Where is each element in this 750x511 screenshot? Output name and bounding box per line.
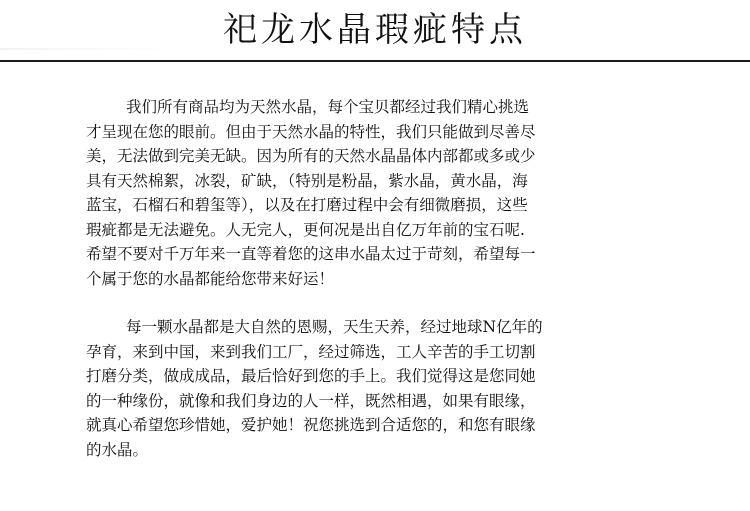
paragraph-line: 每一颗水晶都是大自然的恩赐，天生天养，经过地球N亿年的: [126, 318, 543, 336]
paragraph-line: 的一种缘份，就像和我们身边的人一样，既然相遇，如果有眼缘，: [86, 391, 536, 410]
page-title: 祀龙水晶瑕疵特点: [223, 10, 527, 50]
paragraph-2: [86, 315, 621, 462]
paragraph-line: 孕育，来到中国，来到我们工厂，经过筛选，工人辛苦的手工切割: [86, 342, 536, 361]
paragraph-line: 蓝宝，石榴石和碧玺等），以及在打磨过程中会有细微磨损，这些: [86, 196, 528, 214]
paragraph-line: 希望不要对千万年来一直等着您的这串水晶太过于苛刻，希望每一: [86, 245, 536, 263]
paragraph-line: 才呈现在您的眼前。但由于天然水晶的特性，我们只能做到尽善尽: [86, 122, 536, 141]
article-body: [86, 95, 621, 462]
paragraph-line: 打磨分类，做成成品，最后恰好到您的手上。我们觉得这是您同她: [86, 367, 536, 385]
paragraph-line: 就真心希望您珍惜她，爱护她！祝您挑选到合适您的，和您有眼缘: [86, 416, 536, 434]
paragraph-line: 个属于您的水晶都能给您带来好运！: [86, 269, 335, 288]
paragraph-line: 具有天然棉絮，冰裂，矿缺，（特别是粉晶，紫水晶，黄水晶，海: [86, 171, 528, 190]
paragraph-1: [86, 95, 621, 291]
paragraph-line: 的水晶。: [86, 440, 149, 459]
paragraph-line: 我们所有商品均为天然水晶，每个宝贝都经过我们精心挑选: [126, 98, 530, 116]
paragraph-line: 美，无法做到完美无缺。因为所有的天然水晶晶体内部都或多或少: [86, 147, 536, 165]
title-divider: [0, 60, 750, 62]
header: [0, 0, 750, 60]
paragraph-line: 瑕疵都是无法避免。人无完人，更何况是出自亿万年前的宝石呢.: [86, 220, 525, 239]
